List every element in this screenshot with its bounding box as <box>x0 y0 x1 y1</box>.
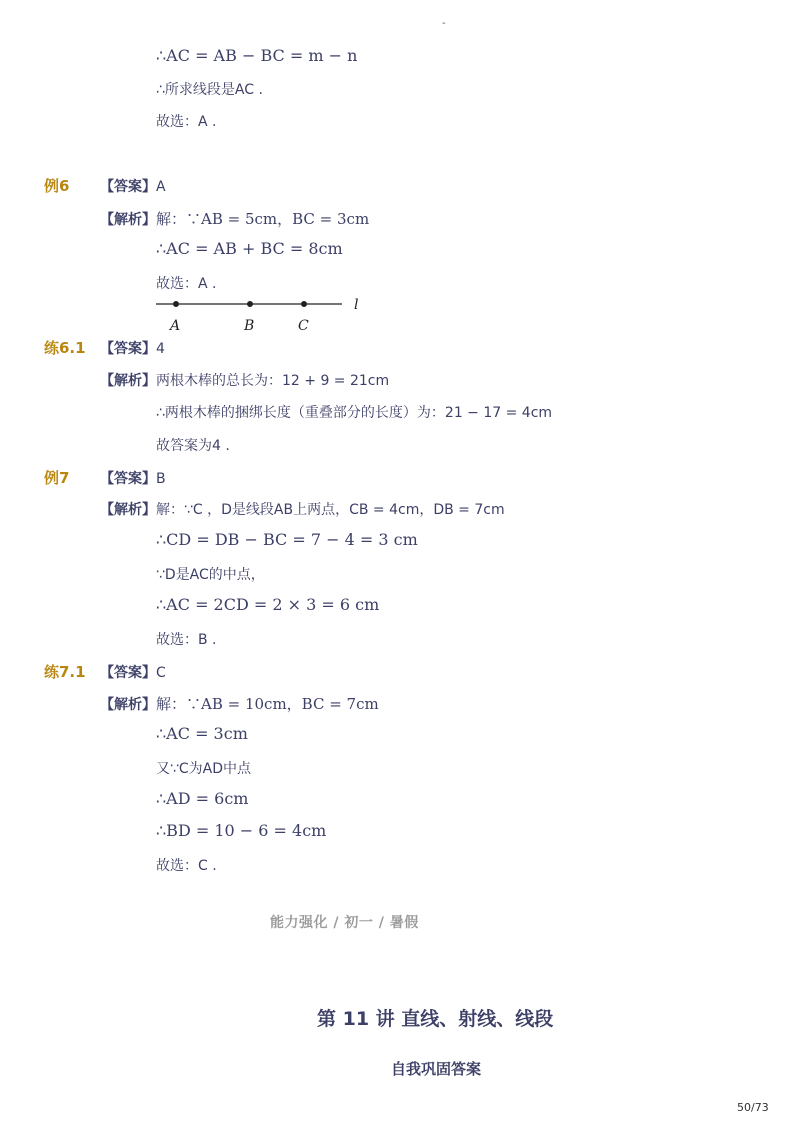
exercise-7-1-label: 练7.1 <box>44 663 86 681</box>
chapter-title: 第 11 讲 直线、射线、线段 <box>317 1008 554 1030</box>
analysis-tag: 【解析】 <box>100 212 156 228</box>
point-c-label: C <box>298 318 309 334</box>
answer-tag: 【答案】 <box>100 471 156 487</box>
answer-value: 4 <box>156 341 165 357</box>
analysis-tag: 【解析】 <box>100 697 156 713</box>
point-b-label: B <box>244 318 255 334</box>
exercise-7-1-line-2: ∴AC = 3cm <box>156 724 248 743</box>
answer-value: B <box>156 471 166 487</box>
prev-line-1: ∴AC = AB − BC = m − n <box>156 46 358 65</box>
analysis-tag: 【解析】 <box>100 502 156 518</box>
exercise-6-1-answer <box>100 338 165 358</box>
answer-value: A <box>156 179 166 195</box>
exercise-7-1-answer <box>100 662 166 682</box>
analysis-line-1: 解：∵AB = 5cm，BC = 3cm <box>156 210 370 228</box>
point-a-label: A <box>170 318 181 334</box>
point-c <box>301 301 307 307</box>
answer-tag: 【答案】 <box>100 665 156 681</box>
example-7-line-2: ∴CD = DB − BC = 7 − 4 = 3 cm <box>156 530 418 549</box>
example-6-analysis <box>100 208 369 229</box>
point-b <box>247 301 253 307</box>
exercise-7-1-line-5: ∴BD = 10 − 6 = 4cm <box>156 821 327 840</box>
example-7-label: 例7 <box>44 469 70 487</box>
analysis-line-1: 两根木棒的总长为：12 + 9 = 21cm <box>156 373 390 389</box>
example-7-line-4: ∴AC = 2CD = 2 × 3 = 6 cm <box>156 595 380 614</box>
prev-line-3: 故选：A . <box>156 114 217 130</box>
exercise-6-1-analysis <box>100 370 389 390</box>
exercise-7-1-line-4: ∴AD = 6cm <box>156 789 249 808</box>
prev-line-2: ∴所求线段是AC . <box>156 82 263 98</box>
exercise-6-1-label: 练6.1 <box>44 339 86 357</box>
top-mark: - <box>442 18 446 29</box>
exercise-6-1-line-3: 故答案为4 . <box>156 438 230 454</box>
example-7-answer <box>100 468 166 488</box>
analysis-line-1: 解：∵C ，D是线段AB上两点，CB = 4cm，DB = 7cm <box>156 502 505 518</box>
analysis-line-1: 解：∵AB = 10cm，BC = 7cm <box>156 695 379 713</box>
point-a <box>173 301 179 307</box>
exercise-7-1-line-6: 故选：C . <box>156 858 217 874</box>
exercise-7-1-line-3: 又∵C为AD中点 <box>156 761 252 777</box>
exercise-6-1-line-2: ∴两根木棒的捆绑长度（重叠部分的长度）为：21 − 17 = 4cm <box>156 405 553 421</box>
example-7-line-3: ∵D是AC的中点， <box>156 567 265 583</box>
example-7-line-5: 故选：B . <box>156 632 217 648</box>
section-title: 自我巩固答案 <box>391 1060 482 1078</box>
answer-tag: 【答案】 <box>100 341 156 357</box>
exercise-7-1-analysis <box>100 693 379 714</box>
analysis-tag: 【解析】 <box>100 373 156 389</box>
example-6-answer <box>100 176 166 196</box>
line-l-label: l <box>354 297 359 313</box>
page-number: 50/73 <box>737 1101 769 1114</box>
segment-diagram <box>150 292 370 336</box>
example-6-line-3: 故选：A . <box>156 276 217 292</box>
example-7-analysis <box>100 499 505 519</box>
answer-value: C <box>156 665 166 681</box>
example-6-line-2: ∴AC = AB + BC = 8cm <box>156 239 343 258</box>
page-footer: 能力强化 / 初一 / 暑假 <box>270 915 419 931</box>
example-6-label: 例6 <box>44 177 70 195</box>
answer-tag: 【答案】 <box>100 179 156 195</box>
